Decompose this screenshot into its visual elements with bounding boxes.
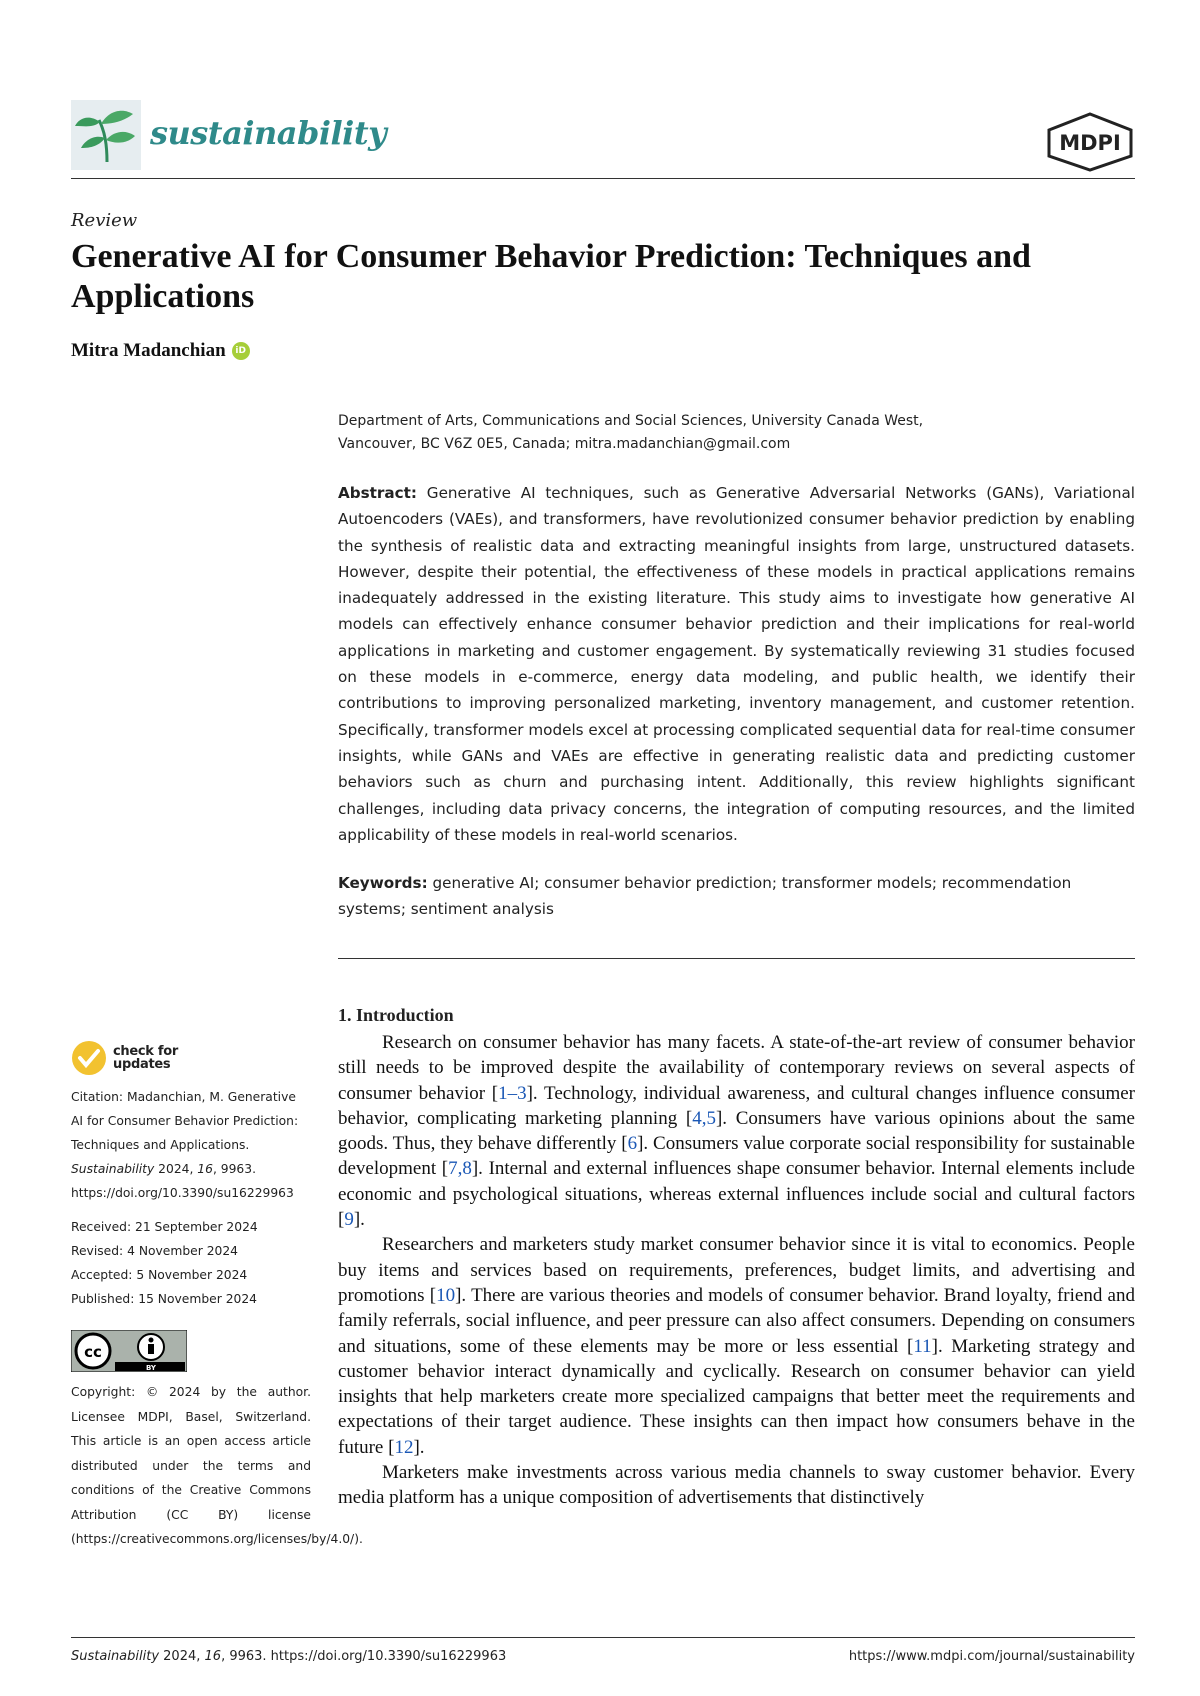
svg-text:cc: cc xyxy=(84,1343,102,1361)
paragraph xyxy=(338,1030,1135,1232)
paragraph xyxy=(338,1460,1135,1511)
author-name: Mitra Madanchian xyxy=(71,340,226,361)
footer-year: 2024, xyxy=(159,1649,205,1664)
keywords-text: generative AI; consumer behavior prediction; transformer models; recommendation systems; sentiment analysis xyxy=(338,874,1072,918)
citation-link[interactable]: 7,8 xyxy=(448,1158,472,1180)
citation-link[interactable]: 11 xyxy=(913,1335,932,1357)
citation-text: Citation: Madanchian, M. Generative AI for Consumer Behavior Prediction: Techniques and Applications. xyxy=(71,1090,299,1152)
header-divider xyxy=(71,178,1135,179)
text-run: ]. xyxy=(413,1436,425,1458)
citation-link[interactable]: 9 xyxy=(344,1209,354,1231)
footer-journal: Sustainability xyxy=(71,1649,160,1664)
affiliation xyxy=(338,410,1135,456)
check-for-updates[interactable] xyxy=(71,1040,178,1076)
article-title: Generative AI for Consumer Behavior Prediction: Techniques and Applications xyxy=(71,238,1031,315)
abstract-text: Generative AI techniques, such as Generative Adversarial Networks (GANs), Variational Autoencoders (VAEs), and transformers, have revolutionized consumer behavior prediction by enabling the synthesis of realistic data and extracting meaningful insights from large, unstructured datasets. However, despite their potential, the effectiveness of these models in practical applications remains inadequately addressed in the existing literature. This study aims to investigate how generative AI models can effectively enhance consumer behavior prediction and their implications for real-world applications in marketing and customer engagement. By systematically reviewing 31 studies focused on these models in e-commerce, energy data modeling, and public health, we identify their contributions to improving personalized marketing, inventory management, and customer retention. Specifically, transformer models excel at processing complicated sequential data for real-time consumer insights, while GANs and VAEs are effective in generating realistic data and predicting customer behaviors such as churn and purchasing intent. Additionally, this review highlights significant challenges, including data privacy concerns, the integration of computing resources, and the limited applicability of these models in real-world scenarios. xyxy=(338,484,1136,844)
cc-by-license-icon[interactable] xyxy=(71,1330,187,1372)
text-run: ]. Marketing strategy and customer behavior interact dynamically and cyclically. Research on consumer behavior can yield insights that help marketers create more specialized campaigns that better meet the requirements and expectations of their target audience. These insights can then impact how consumers behave in the future [ xyxy=(338,1335,1135,1458)
published-date: Published: 15 November 2024 xyxy=(71,1292,257,1306)
check-label-line: updates xyxy=(113,1057,171,1072)
received-date: Received: 21 September 2024 xyxy=(71,1220,258,1234)
citation-link[interactable]: 6 xyxy=(627,1133,638,1155)
journal-logo-icon xyxy=(71,100,141,170)
text-run: ]. Technology, individual awareness, and cultural changes influence consumer behavior, complicating marketing planning [ xyxy=(338,1082,1136,1129)
citation-doi[interactable]: , 9963. https://doi.org/10.3390/su16229963 xyxy=(71,1162,294,1200)
body-text xyxy=(338,1030,1135,1511)
citation-journal: Sustainability xyxy=(71,1162,155,1176)
text-run: ]. Consumers have various opinions about the same goods. Thus, they behave differently [ xyxy=(338,1107,1135,1155)
citation-link[interactable]: 1–3 xyxy=(498,1082,527,1104)
text-run: Research on consumer behavior has many facets. A state-of-the-art review of consumer behavior still needs to be improved despite the availability of contemporary reviews on several aspects of consumer behavior [ xyxy=(338,1032,1135,1104)
copyright-notice: Copyright: © 2024 by the author. Licensee MDPI, Basel, Switzerland. This article is an open access article distributed under the terms and conditions of the Creative Commons Attribution (CC BY) license (https://creativecommons.org/licenses/by/4.0/). xyxy=(71,1385,363,1546)
affiliation-line: Department of Arts, Communications and Social Sciences, University Canada West, xyxy=(338,413,924,429)
footer-citation xyxy=(71,1649,506,1664)
check-for-updates-label xyxy=(113,1045,178,1071)
text-run: ]. Internal and external influences shape consumer behavior. Internal elements include economic and psychological situations, whereas external influences include social and cultural factors [ xyxy=(338,1158,1135,1231)
footer-divider xyxy=(71,1637,1135,1638)
article-type: Review xyxy=(71,210,138,231)
abstract xyxy=(338,480,1135,848)
dates-block xyxy=(71,1215,311,1311)
accepted-date: Accepted: 5 November 2024 xyxy=(71,1268,248,1282)
footer-journal-url[interactable]: https://www.mdpi.com/journal/sustainability xyxy=(848,1649,1135,1664)
journal-name: sustainability xyxy=(150,114,387,152)
svg-text:BY: BY xyxy=(145,1364,157,1372)
mdpi-logo-icon xyxy=(1045,112,1135,172)
section-heading: 1. Introduction xyxy=(338,1005,454,1025)
text-run: ]. There are various theories and models of consumer behavior. Brand loyalty, friend and family referrals, social influence, and peer pressure can also affect consumers. Depending on consumers and situations, some of these elements may be more or less essential [ xyxy=(338,1284,1135,1357)
citation-block xyxy=(71,1085,311,1205)
footer-volume: 16 xyxy=(204,1649,222,1664)
keywords xyxy=(338,870,1135,922)
revised-date: Revised: 4 November 2024 xyxy=(71,1244,238,1258)
check-for-updates-icon xyxy=(71,1040,107,1076)
citation-volume: 16 xyxy=(197,1162,213,1176)
section-divider xyxy=(338,958,1135,959)
text-run: ]. xyxy=(353,1209,365,1231)
check-label-line: check for xyxy=(113,1044,178,1059)
text-run: ]. Consumers value corporate social responsibility for sustainable development [ xyxy=(338,1133,1135,1180)
paragraph xyxy=(338,1232,1135,1460)
keywords-label: Keywords: xyxy=(338,874,428,892)
text-run: Marketers make investments across various media channels to sway customer behavior. Every media platform has a unique composition of advertisements that distinctively xyxy=(338,1462,1135,1509)
citation-year: 2024, xyxy=(154,1162,198,1176)
author-row xyxy=(71,340,250,362)
abstract-label: Abstract: xyxy=(338,484,418,502)
orcid-icon[interactable]: iD xyxy=(232,342,250,360)
affiliation-line: Vancouver, BC V6Z 0E5, Canada; mitra.madanchian@gmail.com xyxy=(338,436,791,452)
citation-link[interactable]: 4,5 xyxy=(692,1107,716,1129)
citation-link[interactable]: 10 xyxy=(436,1284,456,1306)
text-run: Researchers and marketers study market consumer behavior since it is vital to economics. People buy items and services based on requirements, preferences, budget limits, and advertising and promotions [ xyxy=(338,1234,1135,1306)
footer-doi-link[interactable]: , 9963. https://doi.org/10.3390/su16229963 xyxy=(221,1649,507,1664)
mdpi-logo-text: MDPI xyxy=(1059,131,1121,155)
citation-link[interactable]: 12 xyxy=(394,1436,414,1458)
